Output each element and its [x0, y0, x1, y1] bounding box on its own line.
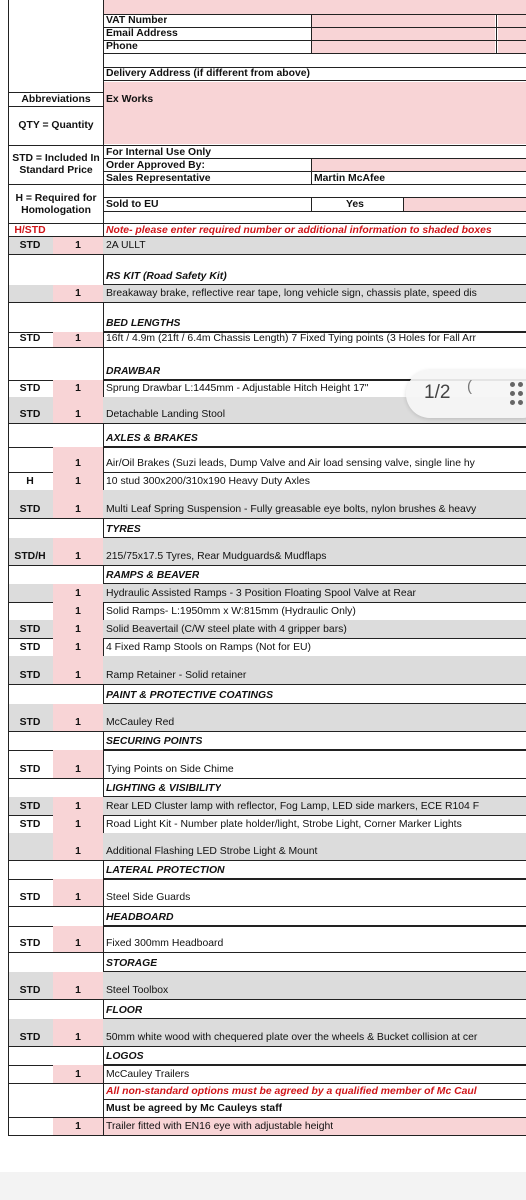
line	[8, 347, 526, 348]
qty-value: 1	[75, 846, 81, 857]
vat-label: VAT Number	[106, 15, 168, 26]
option-text: Road Light Kit - Number plate holder/light, Strobe Light, Corner Marker Lights	[106, 819, 462, 830]
line	[8, 999, 526, 1000]
page-number: 1/2	[424, 382, 451, 403]
qty-value: 1	[75, 819, 81, 830]
line	[8, 1083, 526, 1084]
line	[8, 906, 526, 907]
internal-use-label: For Internal Use Only	[106, 147, 212, 158]
line	[104, 925, 526, 926]
line	[8, 184, 526, 185]
qty-value: 1	[75, 642, 81, 653]
option-text: Steel Side Guards	[106, 892, 191, 903]
option-text: Detachable Landing Stool	[106, 409, 226, 420]
contact-shaded-field-right[interactable]	[498, 14, 526, 53]
qty-value: 1	[75, 670, 81, 681]
note-text: Note- please enter required number or additional information to shaded boxes	[106, 225, 492, 236]
line	[104, 1099, 526, 1100]
std-abbrev-line1: STD = Included In	[12, 153, 100, 164]
option-text: 16ft / 4.9m (21ft / 6.4m Chassis Length) 7 Fixed Tying points (3 Holes for Fall Arr	[106, 333, 476, 344]
row-code: STD	[19, 985, 41, 996]
qty-value: 1	[75, 409, 81, 420]
row-code: STD	[19, 240, 41, 251]
line	[311, 159, 312, 184]
line	[8, 731, 526, 732]
row-code: STD	[19, 409, 41, 420]
line	[104, 27, 526, 28]
qty-value: 1	[75, 476, 81, 487]
option-text: Rear LED Cluster lamp with reflector, Fog Lamp, LED side markers, ECE R104 F	[106, 801, 480, 812]
line	[104, 80, 526, 81]
option-text: McCauley Trailers	[106, 1069, 190, 1080]
section-heading: HEADBOARD	[106, 912, 174, 923]
option-text: 215/75x17.5 Tyres, Rear Mudguards& Mudflaps	[106, 551, 327, 562]
non-standard-note: All non-standard options must be agreed by a qualified member of Mc Caul	[106, 1086, 477, 1097]
line	[104, 67, 526, 68]
qty-value: 1	[75, 606, 81, 617]
row-code: STD	[19, 1032, 41, 1043]
delivery-shaded-field[interactable]	[104, 82, 526, 144]
section-heading: STORAGE	[106, 958, 158, 969]
option-text: Air/Oil Brakes (Suzi leads, Dump Valve and Air load sensing valve, single line hy	[106, 458, 475, 469]
staff-note: Must be agreed by Mc Cauleys staff	[106, 1103, 283, 1114]
line	[104, 1064, 526, 1065]
row-code: STD	[19, 624, 41, 635]
h-abbrev-line2: Homologation	[21, 205, 91, 216]
section-heading: LIGHTING & VISIBILITY	[106, 783, 222, 794]
option-text: Multi Leaf Spring Suspension - Fully greasable eye bolts, nylon brushes & heavy	[106, 504, 477, 515]
line	[8, 223, 526, 224]
line	[8, 92, 103, 93]
section-heading: LATERAL PROTECTION	[106, 865, 225, 876]
line	[104, 14, 526, 15]
line	[8, 145, 526, 146]
qty-value: 1	[75, 801, 81, 812]
section-heading: SECURING POINTS	[106, 736, 203, 747]
section-heading: RAMPS & BEAVER	[106, 570, 200, 581]
sold-eu-value: Yes	[346, 199, 364, 210]
abbreviations-title: Abbreviations	[21, 94, 91, 105]
phone-label: Phone	[106, 41, 138, 52]
line	[8, 952, 526, 953]
section-heading: DRAWBAR	[106, 366, 161, 377]
scroll-curl-icon: (	[467, 378, 472, 395]
row-code: STD	[19, 504, 41, 515]
sold-eu-label: Sold to EU	[106, 199, 159, 210]
contact-shaded-field[interactable]	[312, 14, 495, 53]
line	[104, 878, 526, 879]
line	[8, 518, 526, 519]
line	[104, 749, 526, 750]
row-code: STD/H	[14, 551, 46, 562]
row-code: STD	[19, 819, 41, 830]
line	[8, 684, 526, 685]
option-text: Solid Ramps- L:1950mm x W:815mm (Hydraulic Only)	[106, 606, 356, 617]
qty-value: 1	[75, 333, 81, 344]
line	[104, 53, 526, 54]
option-text: McCauley Red	[106, 717, 175, 728]
line	[104, 211, 526, 212]
option-text: 2A ULLT	[106, 240, 146, 251]
bottom-border	[8, 1135, 526, 1136]
qty-value: 1	[75, 892, 81, 903]
qty-value: 1	[75, 504, 81, 515]
option-text: Ramp Retainer - Solid retainer	[106, 670, 247, 681]
row-code: STD	[19, 892, 41, 903]
section-heading: RS KIT (Road Safety Kit)	[106, 271, 227, 282]
line	[311, 14, 312, 54]
qty-value: 1	[75, 551, 81, 562]
email-label: Email Address	[106, 28, 178, 39]
option-text: Steel Toolbox	[106, 985, 169, 996]
qty-value: 1	[75, 985, 81, 996]
qty-value: 1	[75, 240, 81, 251]
qty-value: 1	[75, 764, 81, 775]
line	[403, 197, 404, 211]
option-text: 4 Fixed Ramp Stools on Ramps (Not for EU)	[106, 642, 311, 653]
line	[104, 197, 526, 198]
line	[104, 158, 526, 159]
eu-shaded-field[interactable]	[404, 197, 526, 211]
qty-value: 1	[75, 717, 81, 728]
more-options-icon[interactable]	[510, 382, 524, 406]
line	[311, 197, 312, 211]
section-heading: PAINT & PROTECTIVE COATINGS	[106, 690, 274, 701]
qty-abbrev: QTY = Quantity	[18, 120, 94, 131]
delivery-label: Delivery Address (if different from above)	[106, 68, 311, 79]
line	[496, 14, 497, 54]
row-code: STD	[19, 383, 41, 394]
row-code: STD	[19, 670, 41, 681]
option-text: 10 stud 300x200/310x190 Heavy Duty Axles	[106, 476, 310, 487]
std-abbrev-line2: Standard Price	[19, 165, 93, 176]
row-code: STD	[19, 642, 41, 653]
option-text: Breakaway brake, reflective rear tape, long vehicle sign, chassis plate, speed dis	[106, 288, 477, 299]
left-border	[8, 0, 9, 1136]
page-indicator[interactable]	[406, 370, 526, 418]
section-heading: FLOOR	[106, 1005, 143, 1016]
line	[8, 423, 526, 424]
qty-value: 1	[75, 1121, 81, 1132]
qty-value: 1	[75, 938, 81, 949]
qty-value: 1	[75, 383, 81, 394]
option-text: Solid Beavertail (C/W steel plate with 4 gripper bars)	[106, 624, 347, 635]
top-shaded-field[interactable]	[104, 0, 526, 14]
qty-value: 1	[75, 458, 81, 469]
line	[8, 565, 526, 566]
row-code: STD	[19, 764, 41, 775]
sales-rep-label: Sales Representative	[106, 173, 211, 184]
h-abbrev-line1: H = Required for	[15, 193, 97, 204]
qty-value: 1	[75, 624, 81, 635]
sales-rep-value: Martin McAfee	[314, 173, 386, 184]
row-code: STD	[19, 938, 41, 949]
line	[8, 1046, 526, 1047]
line	[104, 171, 526, 172]
option-text: Tying Points on Side Chime	[106, 764, 234, 775]
qty-value: 1	[75, 1069, 81, 1080]
row-code: STD	[19, 801, 41, 812]
option-text: 50mm white wood with chequered plate over the wheels & Bucket collision at cer	[106, 1032, 478, 1043]
section-heading: AXLES & BRAKES	[106, 433, 198, 444]
line	[8, 860, 526, 861]
option-text: Hydraulic Assisted Ramps - 3 Position Floating Spool Valve at Rear	[106, 588, 416, 599]
row-code: STD	[19, 717, 41, 728]
line	[8, 106, 103, 107]
note-code: H/STD	[14, 225, 46, 236]
line	[8, 254, 526, 255]
line	[104, 40, 526, 41]
ex-works-label: Ex Works	[106, 94, 154, 105]
line	[8, 778, 526, 779]
qty-value: 1	[75, 288, 81, 299]
option-text: Fixed 300mm Headboard	[106, 938, 224, 949]
qty-value: 1	[75, 1032, 81, 1043]
qty-value: 1	[75, 588, 81, 599]
section-heading: TYRES	[106, 524, 141, 535]
option-text: Trailer fitted with EN16 eye with adjustable height	[106, 1121, 334, 1132]
row-code: H	[26, 476, 34, 487]
option-text: Additional Flashing LED Strobe Light & Mount	[106, 846, 318, 857]
approved-shaded-field[interactable]	[312, 159, 526, 171]
section-heading: BED LENGTHS	[106, 318, 181, 329]
approved-label: Order Approved By:	[106, 160, 205, 171]
row-code: STD	[19, 333, 41, 344]
line	[104, 331, 526, 332]
line	[104, 446, 526, 447]
option-text: Sprung Drawbar L:1445mm - Adjustable Hitch Height 17"	[106, 383, 369, 394]
line	[8, 302, 526, 303]
section-heading: LOGOS	[106, 1051, 144, 1062]
